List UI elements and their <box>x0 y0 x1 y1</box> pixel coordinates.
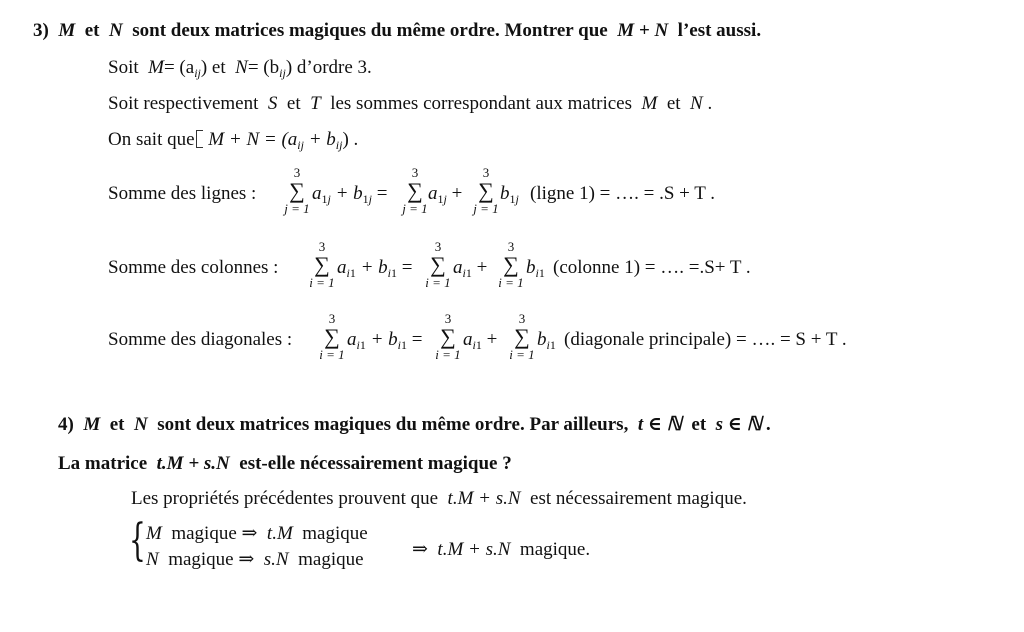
q3-diag-term2: $a_{i1}$ + <box>463 329 498 352</box>
q3-lignes-label: Somme des lignes : <box>108 183 257 204</box>
q3-colonnes-tail: (colonne 1) = …. =.S+ T . <box>553 257 751 278</box>
q3-title: 3) M et N sont deux matrices magiques du même ordre. Montrer que M + N l’est aussi. <box>33 20 762 41</box>
sigma-icon: ∑ <box>289 178 305 203</box>
sum-diag-3: 3 ∑ i = 1 <box>502 312 542 362</box>
q3-respectivement-line: Soit respectivement S et T les sommes correspondant aux matrices M et N . <box>108 93 713 114</box>
left-brace-icon: { <box>129 515 146 566</box>
q4-props-line: Les propriétés précédentes prouvent que t.M + s.N est nécessairement magique. <box>131 488 747 509</box>
q3-colonnes-term1: $a_{i1} + b_{i1}$ = <box>337 257 413 280</box>
sigma-icon: ∑ <box>478 178 494 203</box>
sigma-icon: ∑ <box>314 252 330 277</box>
q3-colonnes-term2: $a_{i1}$ + <box>453 257 488 280</box>
q3-diag-tail: (diagonale principale) = …. = S + T . <box>564 329 847 350</box>
q4-title: 4) M et N sont deux matrices magiques du même ordre. Par ailleurs, t ∈ ℕ et s ∈ ℕ . <box>58 414 772 435</box>
q3-number: 3) <box>33 20 49 41</box>
q3-lignes-term3: $b_{1j}$ <box>500 183 519 206</box>
sum-lignes-2: 3 ∑ j = 1 <box>395 166 435 216</box>
sum-diag-2: 3 ∑ i = 1 <box>428 312 468 362</box>
q3-colonnes-term3: $b_{i1}$ <box>526 257 545 280</box>
sigma-icon: ∑ <box>324 324 340 349</box>
sigma-icon: ∑ <box>407 178 423 203</box>
q3-lignes-tail: (ligne 1) = …. = .S + T . <box>530 183 716 204</box>
sum-lignes-3: 3 ∑ j = 1 <box>466 166 506 216</box>
q3-diag-term1: $a_{i1} + b_{i1}$ = <box>347 329 423 352</box>
sum-colonnes-1: 3 ∑ i = 1 <box>302 240 342 290</box>
q4-question: La matrice t.M + s.N est-elle nécessairement magique ? <box>58 453 512 474</box>
sum-colonnes-2: 3 ∑ i = 1 <box>418 240 458 290</box>
sum-lignes-1: 3 ∑ j = 1 <box>277 166 317 216</box>
sigma-icon: ∑ <box>440 324 456 349</box>
sum-diag-1: 3 ∑ i = 1 <box>312 312 352 362</box>
q3-soit-line: Soit $M= (a_{ij})$ et $N= (b_{ij})$ d’ordre 3. <box>108 57 372 80</box>
text-cursor-icon <box>196 130 203 148</box>
sum-colonnes-3: 3 ∑ i = 1 <box>491 240 531 290</box>
q3-diag-term3: $b_{i1}$ <box>537 329 556 352</box>
q3-onsait-line: On sait que $M + N = (a_{ij} + b_{ij})$ . <box>108 129 359 152</box>
q3-colonnes-label: Somme des colonnes : <box>108 257 279 278</box>
sigma-icon: ∑ <box>503 252 519 277</box>
q4-system-line1: M magique ⇒ t.M magique <box>146 523 368 544</box>
q4-system-line2: N magique ⇒ s.N magique <box>146 549 364 570</box>
sigma-icon: ∑ <box>430 252 446 277</box>
sigma-icon: ∑ <box>514 324 530 349</box>
q3-diag-label: Somme des diagonales : <box>108 329 293 350</box>
q3-lignes-term1: $a_{1j} + b_{1j}$ = <box>312 183 388 206</box>
q4-number: 4) <box>58 414 74 435</box>
q4-conclusion: ⇒ t.M + s.N magique. <box>412 539 591 560</box>
q3-lignes-term2: $a_{1j}$ + <box>428 183 463 206</box>
